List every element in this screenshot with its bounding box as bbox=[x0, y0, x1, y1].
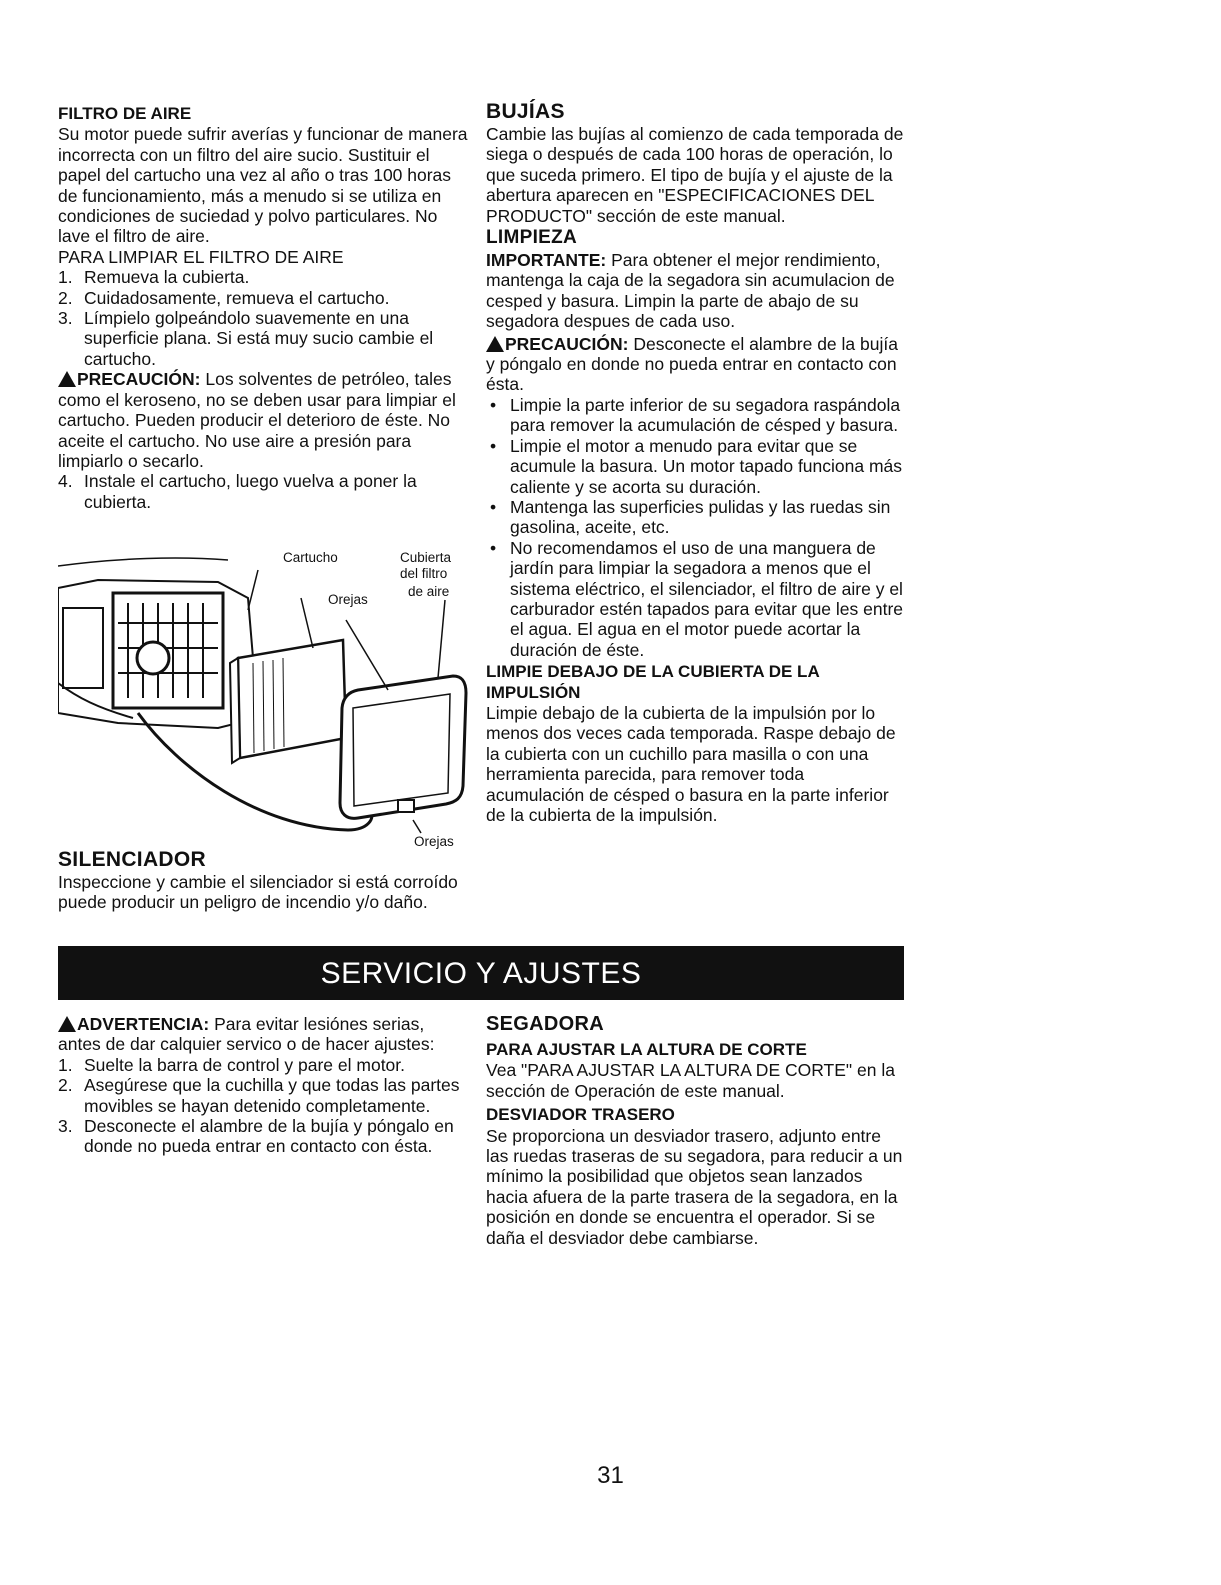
filtro-body: Su motor puede sufrir averías y funcionar de manera incorrecta con un filtro del aire sucio. Sustituir el papel del cartucho una vez al año o tras 100 horas de funcionamiento, más a menudo si se utiliza en condiciones de suciedad y polvo particulares. No lave el filtro de aire. bbox=[58, 124, 468, 247]
warning-icon bbox=[58, 1016, 76, 1032]
label-orejas-top: Orejas bbox=[328, 592, 368, 607]
segadora-title: SEGADORA bbox=[486, 1013, 604, 1035]
filtro-steps-cont bbox=[58, 471, 468, 512]
list-item: 3. Desconecte el alambre de la bujía y póngalo en donde no pueda entrar en contacto con ésta. bbox=[58, 1116, 454, 1157]
altura-title: PARA AJUSTAR LA ALTURA DE CORTE bbox=[486, 1040, 807, 1059]
warning-icon bbox=[486, 336, 504, 352]
limpiar-title: PARA LIMPIAR EL FILTRO DE AIRE bbox=[58, 246, 344, 267]
silenciador-section bbox=[58, 848, 468, 913]
limpieza-title: LIMPIEZA bbox=[486, 227, 578, 249]
silenciador-body: Inspeccione y cambie el silenciador si está corroído puede producir un peligro de incendio y/o daño. bbox=[58, 872, 458, 913]
warning-icon bbox=[58, 371, 76, 387]
list-item: 1. Suelte la barra de control y pare el motor. bbox=[58, 1054, 406, 1075]
advertencia-section bbox=[58, 1014, 468, 1157]
importante-note: IMPORTANTE: Para obtener el mejor rendimiento, mantenga la caja de la segadora sin acumulacion de cesped y basura. Limpin la parte de abajo de su segadora despues de cada uso. bbox=[486, 250, 895, 332]
filtro-section bbox=[58, 104, 468, 512]
limpieza-bullets bbox=[486, 395, 906, 660]
precaucion-note: PRECAUCIÓN: Los solventes de petróleo, tales como el keroseno, no se deben usar para limpiar el cartucho. Pueden producir el deterioro de éste. No aceite el cartucho. No use aire a presión para limpiarlo o secarlo. bbox=[58, 369, 456, 471]
air-filter-illustration bbox=[58, 548, 468, 848]
air-filter-figure bbox=[58, 548, 468, 848]
label-cubierta-3: de aire bbox=[408, 584, 450, 599]
list-item: 4. Instale el cartucho, luego vuelva a poner la cubierta. bbox=[58, 471, 417, 512]
limpie-title: LIMPIE DEBAJO DE LA CUBIERTA DE LA IMPULSIÓN bbox=[486, 662, 820, 702]
bujias-title: BUJÍAS bbox=[486, 100, 565, 123]
desviador-title: DESVIADOR TRASERO bbox=[486, 1105, 675, 1125]
filtro-title: FILTRO DE AIRE bbox=[58, 104, 192, 123]
label-orejas-bottom: Orejas bbox=[414, 834, 454, 849]
list-item: • Limpie el motor a menudo para evitar que se acumule la basura. Un motor tapado funciona más caliente y se acorta su duración. bbox=[490, 435, 903, 497]
list-item: • No recomendamos el uso de una manguera de jardín para limpiar la segadora a menos que el sistema eléctrico, el silenciador, el filtro de aire y el carburador estén tapados para evitar que les entre el agua. El agua en el motor puede acortar la duración de éste. bbox=[490, 537, 904, 660]
label-cubierta-2: del filtro bbox=[400, 566, 448, 581]
list-item: 2. Cuidadosamente, remueva el cartucho. bbox=[58, 287, 390, 308]
list-item: • Limpie la parte inferior de su segadora raspándola para remover la acumulación de césped y basura. bbox=[490, 394, 901, 436]
filtro-steps bbox=[58, 267, 468, 369]
desviador-body: Se proporciona un desviador trasero, adjunto entre las ruedas traseras de su segadora, para reducir a un mínimo la posibilidad que objetos sean lanzados hacia afuera de la parte trasera de la segadora, en la posición en donde se encuentra el operador. Si se daña el desviador debe cambiarse. bbox=[486, 1125, 903, 1248]
advertencia-steps bbox=[58, 1055, 468, 1157]
list-item: 2. Asegúrese que la cuchilla y que todas las partes movibles se hayan detenido completamente. bbox=[58, 1075, 460, 1116]
label-cartucho: Cartucho bbox=[283, 550, 338, 565]
section-banner: SERVICIO Y AJUSTES bbox=[58, 946, 904, 1000]
advertencia-note: ADVERTENCIA: Para evitar lesiónes serias, antes de dar calquier servico o de hacer ajustes: bbox=[58, 1014, 435, 1055]
bujias-limpieza-section bbox=[486, 100, 906, 825]
label-cubierta-1: Cubierta bbox=[400, 550, 452, 565]
bujias-body: Cambie las bujías al comienzo de cada temporada de siega o después de cada 100 horas de operación, lo que suceda primero. El tipo de bujía y el ajuste de la abertura aparecen en "ESPECIFICACIONES DEL PRODUCTO" sección de este manual. bbox=[486, 124, 904, 226]
altura-body: Vea "PARA AJUSTAR LA ALTURA DE CORTE" en la sección de Operación de este manual. bbox=[486, 1060, 895, 1101]
limpie-body: Limpie debajo de la cubierta de la impulsión por lo menos dos veces cada temporada. Raspe debajo de la cubierta con un cuchillo para masilla o con una herramienta parecida, para remover toda acumulación de césped o basura en la parte inferior de la cubierta de la impulsión. bbox=[486, 702, 896, 825]
precaucion-note: PRECAUCIÓN: Desconecte el alambre de la bujía y póngalo en donde no pueda entrar en contacto con ésta. bbox=[486, 333, 898, 395]
list-item: 1. Remueva la cubierta. bbox=[58, 267, 250, 288]
page-number: 31 bbox=[597, 1462, 624, 1489]
list-item: • Mantenga las superficies pulidas y las ruedas sin gasolina, aceite, etc. bbox=[490, 496, 891, 538]
segadora-section bbox=[486, 1012, 906, 1248]
list-item: 3. Límpielo golpeándolo suavemente en una superficie plana. Si está muy sucio cambie el cartucho. bbox=[58, 308, 434, 369]
silenciador-title: SILENCIADOR bbox=[58, 848, 206, 871]
